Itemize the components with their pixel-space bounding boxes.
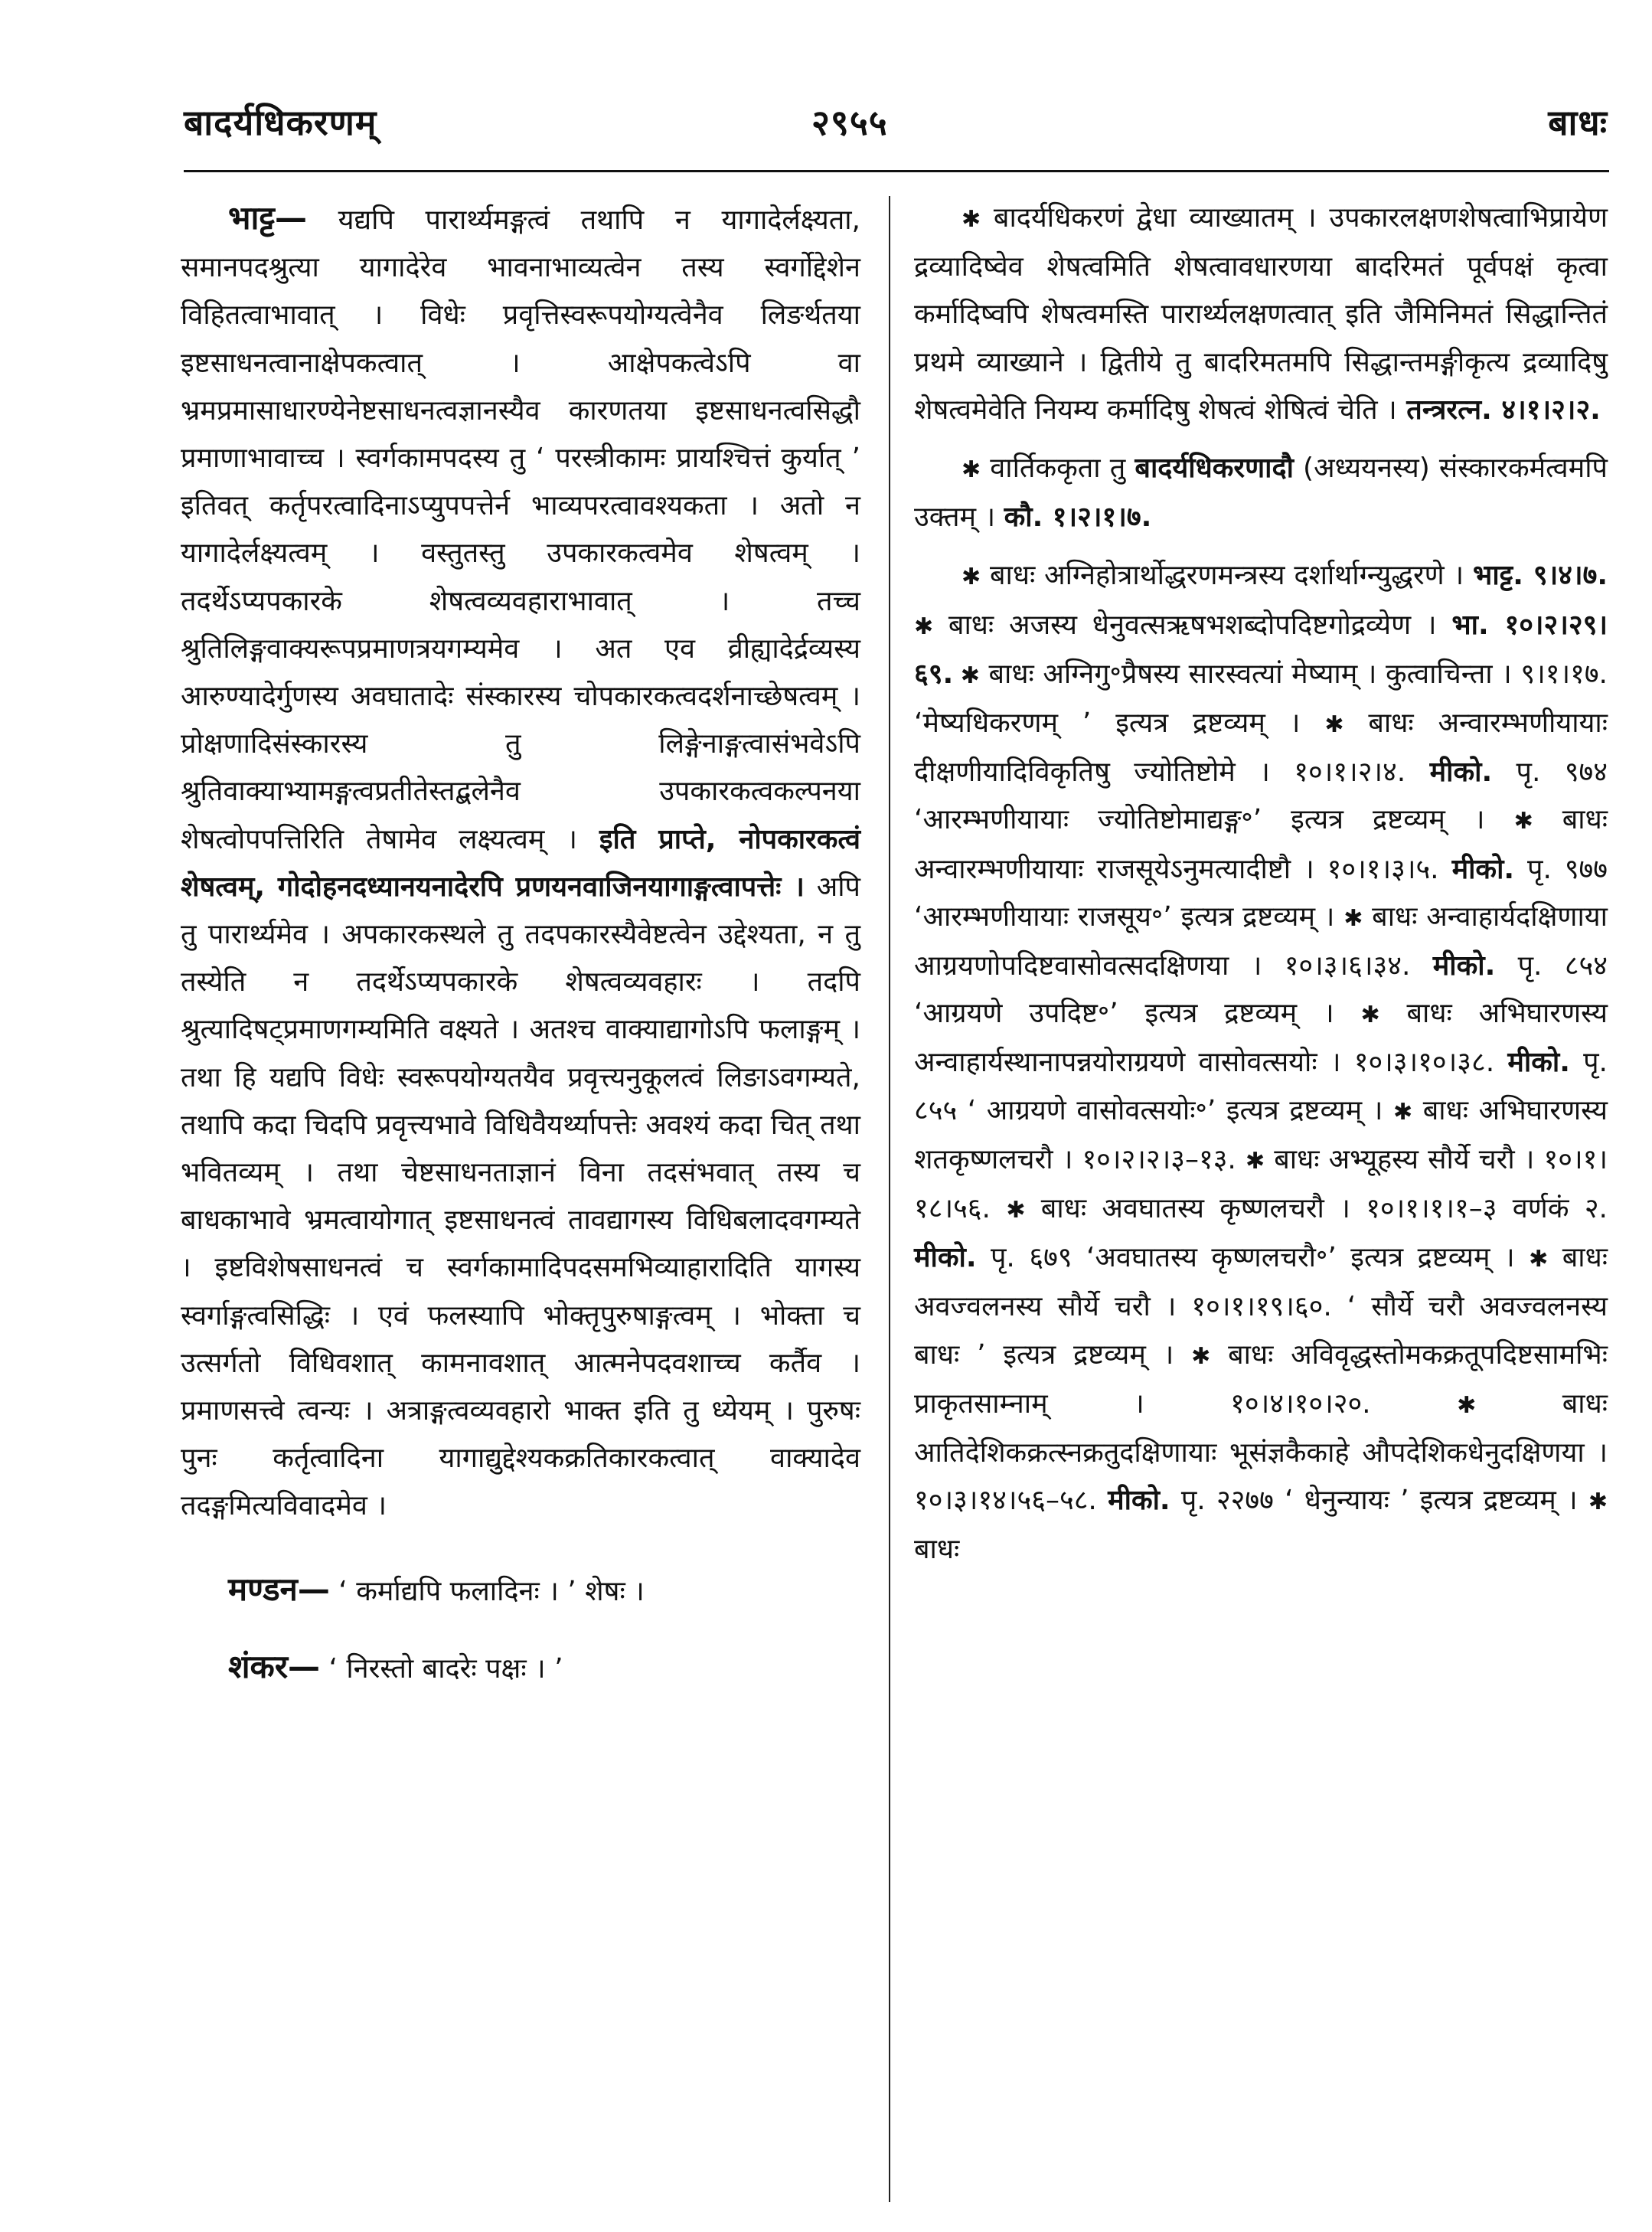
- badha-entry-text: बाधः आतिदेशिकक्रत्स्नक्रतुदक्षिणायाः भूसंज्ञकैकाहे औपदेशिकधेनुदक्षिणया । १०।३।१४।५६–५८.: [914, 1387, 1608, 1517]
- running-header-keyword: बाधः: [1548, 102, 1608, 143]
- asterisk-icon: ✱: [914, 613, 934, 640]
- left-column: [181, 194, 860, 1693]
- asterisk-icon: ✱: [1529, 1246, 1549, 1273]
- badha-entry-text: बाधः अन्वारम्भणीयायाः राजसूयेऽनुमत्यादीष्टौ । १०।१।३।५.: [914, 804, 1608, 885]
- bhatta-text: यद्यपि पारार्थ्यमङ्गत्वं तथापि न यागादेर्लक्ष्यता, समानपदश्रुत्या यागादेरेव भावनाभाव्यत्वेन तस्य स्वर्गोद्देशेन विहितत्वाभावात् । विधेः प्रवृत्तिस्वरूपयोग्यत्वेनैव लिङर्थतया इष्टसाधनत्वानाक्षेपकत्वात् । आक्षेपकत्वेऽपि वा भ्रमप्रमासाधारण्येनेष्टसाधनत्वज्ञानस्यैव कारणतया इष्टसाधनत्वसिद्धौ प्रमाणाभावाच्च । स्वर्गकामपदस्य तु ‘ परस्त्रीकामः प्रायश्चित्तं कुर्यात् ’ इतिवत् कर्तृपरत्वादिनाऽप्युपपत्तेर्न भाव्यपरत्वावश्यकता । अतो न यागादेर्लक्ष्यत्वम् । वस्तुतस्तु उपकारकत्वमेव शेषत्वम् । तदर्थेऽप्यपकारके शेषत्वव्यवहाराभावात् । तच्च श्रुतिलिङ्गवाक्यरूपप्रमाणत्रयगम्यमेव । अत एव व्रीह्यादेर्द्रव्यस्य आरुण्यादेर्गुणस्य अवघातादेः संस्कारस्य चोपकारकत्वदर्शनाच्छेषत्वम् । प्रोक्षणादिसंस्कारस्य तु लिङ्गेनाङ्गत्वासंभवेऽपि श्रुतिवाक्याभ्यामङ्गत्वप्रतीतेस्तद्बलेनैव उपकारकत्वकल्पनया शेषत्वोपपत्तिरिति तेषामेव लक्ष्यत्वम् ।: [181, 204, 860, 855]
- badha-entry-text: बाधः अन्वाहार्यदक्षिणाया आग्रयणोपदिष्टवासोवत्सदक्षिणया । १०।३।६।३४.: [914, 900, 1608, 982]
- bhatta-text-after: अपि तु पारार्थ्यमेव । अपकारकस्थले तु तदपकारस्यैवेष्टत्वेन उद्देश्यता, न तु तस्येति न तदर्थेऽप्यपकारके शेषत्वव्यवहारः । तदपि श्रुत्यादिषट्प्रमाणगम्यमिति वक्ष्यते । अतश्च वाक्याद्यागोऽपि फलाङ्गम् । तथा हि यद्यपि विधेः स्वरूपयोग्यतयैव प्रवृत्त्यनुकूलत्वं लिङाऽवगम्यते, तथापि कदा चिदपि प्रवृत्त्यभावे विधिवैयर्थ्यापत्तेः अवश्यं कदा चित् तथा भवितव्यम् । तथा चेष्टसाधनताज्ञानं विना तदसंभवात् तस्य च बाधकाभावे भ्रमत्वायोगात् इष्टसाधनत्वं तावद्यागस्य विधिबलादवगम्यते । इष्टविशेषसाधनत्वं च स्वर्गकामादिपदसमभिव्याहारादिति यागस्य स्वर्गाङ्गत्वसिद्धिः । एवं फलस्यापि भोक्तृपुरुषाङ्गत्वम् । भोक्ता च उत्सर्गतो विधिवशात् कामनावशात् आत्मनेपदवशाच्च कर्तैव । प्रमाणसत्त्वे त्वन्यः । अत्राङ्गत्वव्यवहारो भाक्त इति तु ध्येयम् । पुरुषः पुनः कर्तृत्वादिना यागाद्युद्देश्यकक्रतिकारकत्वात् वाक्यादेव तदङ्गमित्यविवादमेव ।: [181, 871, 860, 1522]
- badha-entries: [914, 552, 1608, 1574]
- footnote-text: (अध्ययनस्य) संस्कारकर्मत्वमपि उक्तम् ।: [914, 453, 1608, 534]
- asterisk-icon: ✱: [1245, 1147, 1265, 1175]
- citation-reference: मीको.: [914, 1242, 977, 1274]
- footnote-text: वार्तिककृता तु: [981, 453, 1135, 485]
- column-divider: [889, 196, 890, 2202]
- badha-entry-text: बाधः अजस्य धेनुवत्सऋषभशब्दोपदिष्टगोद्रव्येण ।: [933, 609, 1452, 641]
- badha-entry-text: पृ. ९७४ ‘आरम्भणीयायाः ज्योतिष्टोमाद्यङ्ग॰’ इत्यत्र द्रष्टव्यम् ।: [914, 757, 1608, 836]
- citation-reference: मीको.: [1507, 1047, 1570, 1079]
- citation-reference: मीको.: [1432, 950, 1496, 982]
- footnote-vartika: [914, 445, 1608, 541]
- asterisk-icon: ✱: [1457, 1391, 1477, 1419]
- badha-entry-text: पृ. ८५४ ‘आग्रयणे उपदिष्ट॰’ इत्यत्र द्रष्टव्यम् ।: [914, 950, 1608, 1030]
- badha-entry-text: पृ. ६७९ ‘अवघातस्य कृष्णलचरौ॰’ इत्यत्र द्रष्टव्यम् ।: [976, 1242, 1530, 1274]
- asterisk-icon: ✱: [961, 206, 981, 233]
- footnote-text: बादर्यधिकरणं द्वेधा व्याख्यातम् । उपकारलक्षणशेषत्वाभिप्रायेण द्रव्यादिष्वेव शेषत्वमिति शेषत्वावधारणया बादरिमतं पूर्वपक्षं कृत्वा कर्मादिष्वपि शेषत्वमस्ति पारार्थ्यलक्षणत्वात् इति जैमिनिमतं सिद्धान्तितं प्रथमे व्याख्याने । द्वितीये तु बादरिमतमपि सिद्धान्तमङ्गीकृत्य द्रव्यादिषु शेषत्वमेवेति नियम्य कर्मादिषु शेषत्वं शेषित्वं चेति ।: [914, 202, 1608, 426]
- footnote-emphasis: बादर्यधिकरणादौ: [1135, 453, 1294, 485]
- badha-entry-text: बाधः अभ्यूहस्य सौर्ये चरौ । १०।१।१८।५६.: [914, 1143, 1608, 1225]
- asterisk-icon: ✱: [953, 662, 980, 689]
- asterisk-icon: ✱: [1191, 1342, 1211, 1370]
- shankara-label: शंकर—: [228, 1647, 320, 1685]
- citation-reference: भाट्ट. ९।४।७.: [1473, 560, 1608, 592]
- badha-entry-text: पृ. ९७७ ‘आरम्भणीयायाः राजसूय॰’ इत्यत्र द्रष्टव्यम् ।: [914, 853, 1608, 933]
- right-column: [914, 194, 1608, 1574]
- shankara-text: ‘ निरस्तो बादरेः पक्षः । ’: [320, 1652, 563, 1685]
- page-number: २९५५: [811, 102, 888, 143]
- asterisk-icon: ✱: [1343, 904, 1363, 932]
- badha-entry-text: बाधः अविवृद्धस्तोमकक्रतूपदिष्टसामभिः प्राकृतसाम्नाम् । १०।४।१०।२०.: [914, 1338, 1608, 1420]
- mandana-text: ‘ कर्माद्यपि फलादिनः । ’ शेषः ।: [329, 1575, 645, 1607]
- running-header-title: बादर्यधिकरणम्: [184, 102, 377, 143]
- mandana-label: मण्डन—: [228, 1570, 330, 1608]
- badha-entry-text: बाधः अवघातस्य कृष्णलचरौ । १०।१।१।१–३ वर्णकं २.: [1025, 1193, 1608, 1225]
- mandana-section: [181, 1566, 860, 1616]
- asterisk-icon: ✱: [1588, 1489, 1608, 1516]
- header-rule: [184, 170, 1609, 172]
- citation-reference: मीको.: [1451, 853, 1515, 885]
- bhatta-section: [181, 194, 860, 1531]
- badha-entry-text: पृ. २२७७ ‘ धेनुन्यायः ’ इत्यत्र द्रष्टव्यम् ।: [1170, 1485, 1588, 1517]
- footnote-adhikarana-explanations: [914, 194, 1608, 434]
- asterisk-icon: ✱: [1513, 808, 1533, 835]
- citation-reference: मीको.: [1108, 1485, 1170, 1517]
- badha-entry-text: बाधः अभिघारणस्य शतकृष्णलचरौ । १०।२।२।३–१३.: [914, 1094, 1608, 1175]
- asterisk-icon: ✱: [1360, 1002, 1380, 1029]
- asterisk-icon: ✱: [961, 456, 981, 484]
- citation-reference: मीको.: [1429, 757, 1493, 789]
- citation-reference: भा. १०।२।२९।६९.: [914, 609, 1608, 690]
- badha-entry-text: बाधः: [914, 1534, 960, 1566]
- badha-entry-text: बाधः अन्वारम्भणीयायाः दीक्षणीयादिविकृतिषु ज्योतिष्टोमे । १०।१।२।४.: [914, 708, 1608, 789]
- badha-entry-text: बाधः अग्निहोत्रार्थोद्धरणमन्त्रस्य दर्शार्थाग्न्युद्धरणे ।: [981, 560, 1474, 592]
- footnote-reference: तन्त्ररत्न. ४।१।२।२.: [1396, 394, 1601, 426]
- asterisk-icon: ✱: [961, 564, 981, 591]
- shankara-section: [181, 1643, 860, 1693]
- asterisk-icon: ✱: [1393, 1098, 1413, 1126]
- badha-entry-text: पृ. ८५५ ‘ आग्रयणे वासोवत्सयोः॰’ इत्यत्र द्रष्टव्यम् ।: [914, 1047, 1608, 1126]
- bhatta-label: भाट्ट—: [228, 199, 307, 237]
- footnote-reference: कौ. १।२।१।७.: [1004, 502, 1152, 534]
- badha-entry-text: बाधः अभिघारणस्य अन्वाहार्यस्थानापन्नयोराग्रयणे वासोवत्सयोः । १०।३।१०।३८.: [914, 998, 1608, 1079]
- badha-entry-text: बाधः अग्निगु॰प्रैषस्य सारस्वत्यां मेष्याम् । कुत्वाचिन्ता । ९।१।१७. ‘मेष्यधिकरणम् ’ इत्यत्र द्रष्टव्यम् ।: [914, 658, 1608, 740]
- badha-entry-text: बाधः अवज्वलनस्य सौर्ये चरौ । १०।१।१९।६०. ‘ सौर्ये चरौ अवज्वलनस्य बाधः ’ इत्यत्र द्रष्टव्यम् ।: [914, 1242, 1608, 1371]
- asterisk-icon: ✱: [1006, 1197, 1026, 1224]
- bhatta-conclusion: इति प्राप्ते, नोपकारकत्वं शेषत्वम्, गोदोहनदध्यानयनादेरपि प्रणयनवाजिनयागाङ्गत्वापत्तेः ।: [181, 823, 860, 903]
- asterisk-icon: ✱: [1324, 711, 1344, 739]
